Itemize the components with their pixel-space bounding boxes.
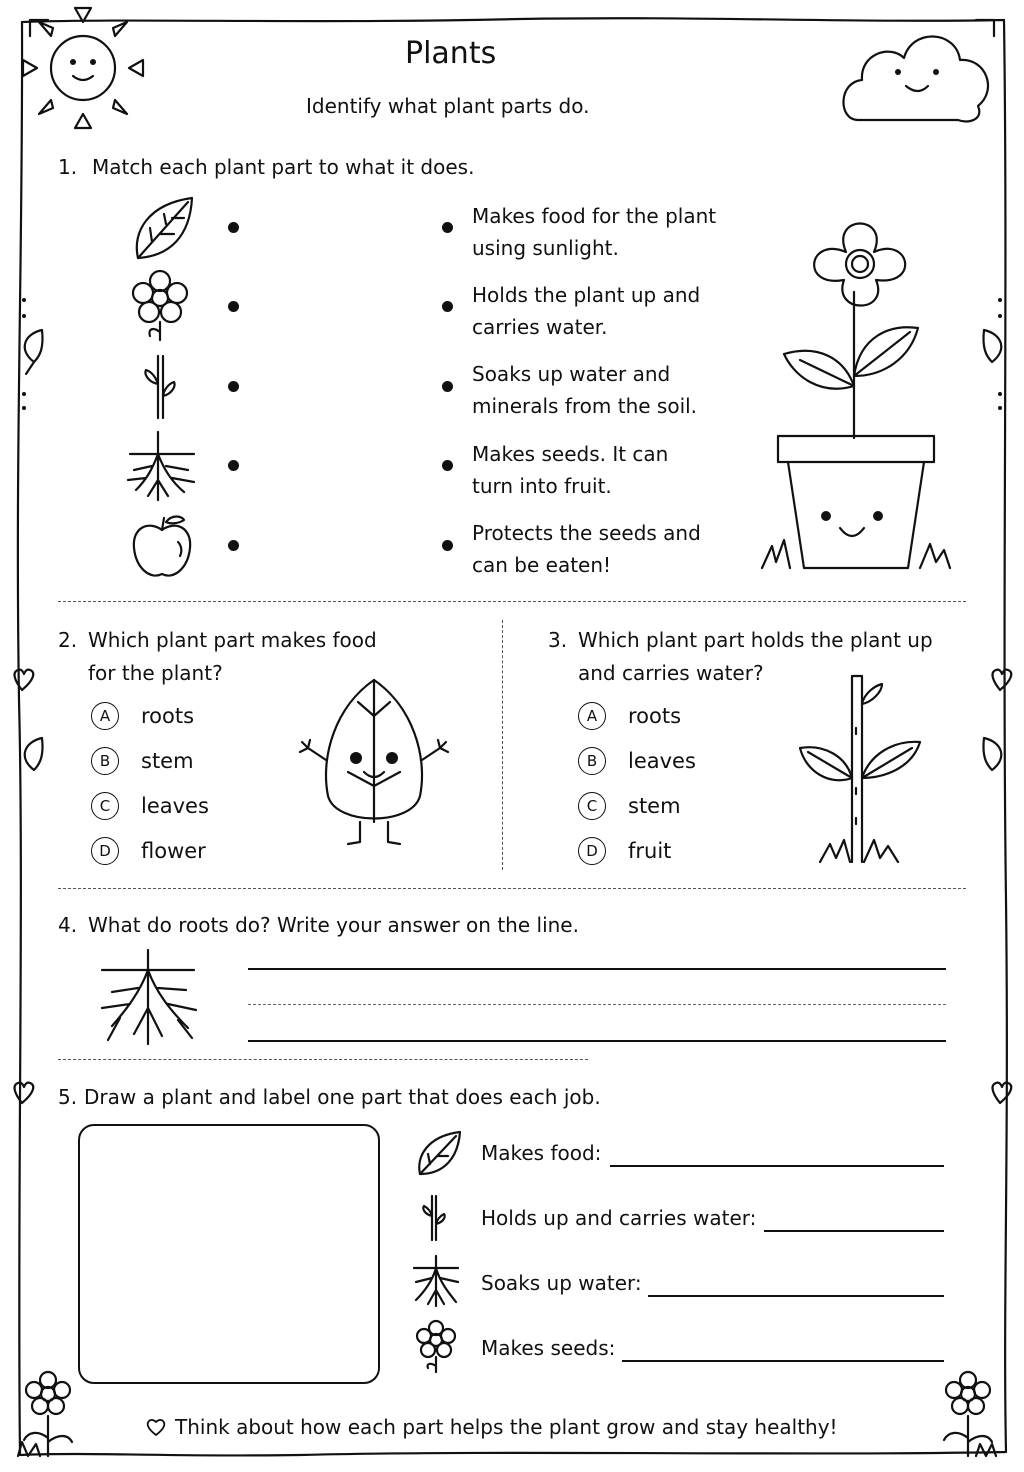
description-line: Soaks up water and — [472, 362, 671, 386]
q3-number: 3. — [548, 628, 568, 652]
match-dot-right[interactable] — [442, 381, 453, 392]
match-dot-right[interactable] — [442, 222, 453, 233]
match-dot-left[interactable] — [228, 222, 239, 233]
option-text: roots — [141, 704, 195, 728]
option-text: leaves — [628, 749, 696, 773]
q3-option-c[interactable] — [578, 792, 681, 820]
stem-icon — [418, 1194, 458, 1244]
option-letter-circle[interactable]: B — [578, 747, 606, 775]
option-text: flower — [141, 839, 206, 863]
leaf-icon — [414, 1128, 464, 1178]
option-letter-circle[interactable]: C — [578, 792, 606, 820]
stem-icon — [140, 352, 180, 422]
q4-number: 4. — [58, 913, 78, 937]
section-divider — [58, 1059, 588, 1060]
page-subtitle: Identify what plant parts do. — [306, 94, 590, 118]
description-line: Holds the plant up and — [472, 283, 701, 307]
q2-option-c[interactable] — [91, 792, 209, 820]
q3-option-a[interactable] — [578, 702, 681, 730]
flower-icon — [414, 1320, 464, 1376]
stem-illustration — [794, 668, 934, 868]
option-text: stem — [141, 749, 194, 773]
roots-icon — [410, 1254, 466, 1310]
right-border-leaf-icon — [974, 290, 1014, 770]
section-divider — [58, 888, 966, 889]
description-line: Makes food for the plant — [472, 204, 717, 228]
page-title: Plants — [405, 36, 497, 71]
option-text: fruit — [628, 839, 672, 863]
option-letter-circle[interactable]: A — [578, 702, 606, 730]
q2-question-line2: for the plant? — [88, 661, 223, 685]
q5-number: 5. — [58, 1085, 78, 1109]
label-answer-line[interactable] — [648, 1295, 944, 1297]
description-line: can be eaten! — [472, 553, 612, 577]
label-answer-line[interactable] — [764, 1230, 944, 1232]
option-letter-circle[interactable]: C — [91, 792, 119, 820]
flower-icon — [128, 270, 198, 342]
option-letter-circle[interactable]: B — [91, 747, 119, 775]
footer-tip: Think about how each part helps the plant grow and stay healthy! — [175, 1415, 838, 1439]
match-dot-left[interactable] — [228, 301, 239, 312]
description-line: Makes seeds. It can — [472, 442, 669, 466]
answer-guide-line — [248, 1004, 946, 1005]
match-dot-left[interactable] — [228, 381, 239, 392]
q3-question-line2: and carries water? — [578, 661, 764, 685]
description-line: Protects the seeds and — [472, 521, 701, 545]
label-answer-line[interactable] — [610, 1165, 944, 1167]
match-dot-right[interactable] — [442, 460, 453, 471]
answer-line[interactable] — [248, 968, 946, 970]
label-answer-line[interactable] — [622, 1360, 944, 1362]
corner-flower-icon — [10, 1372, 90, 1462]
q5-prompt: Draw a plant and label one part that does each job. — [84, 1085, 601, 1109]
q3-question-line1: Which plant part holds the plant up — [578, 628, 933, 652]
potted-flower-illustration — [760, 206, 960, 576]
apple-icon — [130, 512, 196, 582]
q2-option-a[interactable] — [91, 702, 194, 730]
q3-option-b[interactable] — [578, 747, 696, 775]
label-holds-up: Holds up and carries water: — [481, 1206, 757, 1230]
option-letter-circle[interactable]: D — [578, 837, 606, 865]
q1-prompt: Match each plant part to what it does. — [92, 155, 475, 179]
drawing-box[interactable] — [78, 1124, 380, 1384]
match-dot-left[interactable] — [228, 460, 239, 471]
option-text: roots — [628, 704, 682, 728]
q2-option-d[interactable] — [91, 837, 206, 865]
q4-prompt: What do roots do? Write your answer on the line. — [88, 913, 579, 937]
option-letter-circle[interactable]: D — [91, 837, 119, 865]
answer-line[interactable] — [248, 1040, 946, 1042]
description-line: turn into fruit. — [472, 474, 612, 498]
column-divider — [502, 620, 503, 870]
sun-icon — [5, 0, 155, 140]
q2-question-line1: Which plant part makes food — [88, 628, 377, 652]
match-dot-right[interactable] — [442, 301, 453, 312]
corner-flower-icon — [930, 1372, 1010, 1462]
smiling-leaf-character — [296, 676, 456, 856]
leaf-icon — [130, 192, 200, 262]
q1-number: 1. — [58, 155, 78, 179]
description-line: using sunlight. — [472, 236, 619, 260]
q3-option-d[interactable] — [578, 837, 671, 865]
option-letter-circle[interactable]: A — [91, 702, 119, 730]
description-line: carries water. — [472, 315, 608, 339]
label-soaks-up-water: Soaks up water: — [481, 1271, 642, 1295]
q2-number: 2. — [58, 628, 78, 652]
left-border-leaf-icon — [10, 290, 50, 770]
label-makes-seeds: Makes seeds: — [481, 1336, 616, 1360]
match-dot-right[interactable] — [442, 540, 453, 551]
option-text: leaves — [141, 794, 209, 818]
q2-option-b[interactable] — [91, 747, 194, 775]
option-text: stem — [628, 794, 681, 818]
cloud-icon — [838, 20, 998, 130]
match-dot-left[interactable] — [228, 540, 239, 551]
section-divider — [58, 601, 966, 602]
roots-icon — [96, 948, 206, 1048]
heart-icon — [146, 1418, 166, 1438]
roots-icon — [122, 430, 202, 502]
label-makes-food: Makes food: — [481, 1141, 602, 1165]
description-line: minerals from the soil. — [472, 394, 698, 418]
